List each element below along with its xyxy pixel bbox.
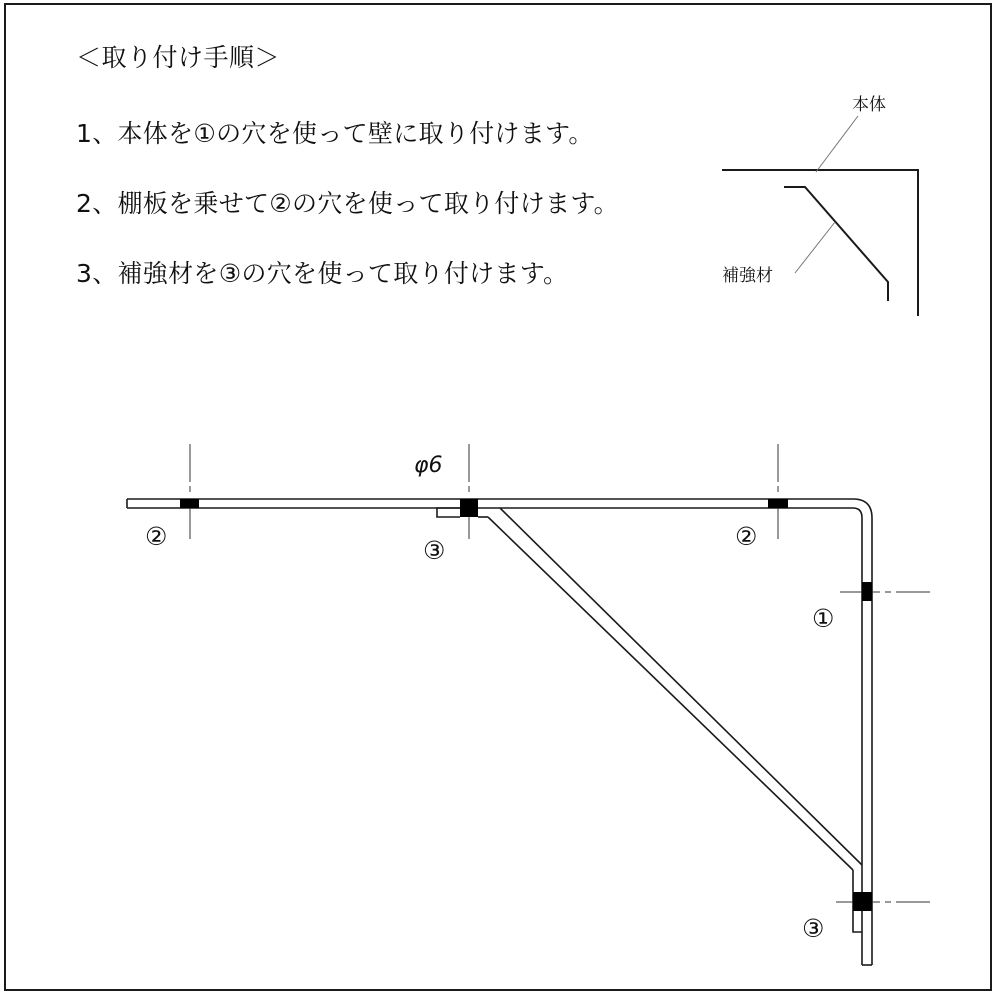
- reinforcement-brace: [437, 508, 862, 932]
- inset-brace-leader: [795, 222, 835, 273]
- hole-2-left-label: ②: [145, 522, 168, 551]
- hole-3-bottom-label: ③: [802, 914, 825, 943]
- brace-top-plate: [437, 508, 460, 517]
- hole-1-label: ①: [812, 604, 835, 633]
- hole-diameter-label: φ6: [414, 453, 443, 478]
- bracket-body: [127, 499, 872, 965]
- inset-diagram: [722, 116, 918, 316]
- hole-2-left-icon: [180, 499, 199, 508]
- page-title: ＜取り付け手順＞: [76, 43, 281, 72]
- hole-3-bottom-icon: [853, 892, 872, 911]
- inset-label-body: 本体: [852, 95, 886, 115]
- hole-2-right-label: ②: [735, 522, 758, 551]
- bracket-inner-edge: [127, 508, 862, 965]
- brace-diagonal-outer: [488, 517, 853, 870]
- hole-3-top-icon: [460, 499, 478, 517]
- brace-diagonal-inner: [500, 508, 862, 865]
- bracket-outer-edge: [127, 499, 872, 965]
- hole-1-icon: [862, 582, 872, 601]
- inset-body-leader: [816, 116, 858, 172]
- holes: [180, 499, 872, 911]
- step-3-text: 3、補強材を③の穴を使って取り付けます。: [76, 259, 569, 288]
- step-2-text: 2、棚板を乗せて②の穴を使って取り付けます。: [76, 189, 619, 218]
- centerlines: [190, 444, 930, 902]
- inset-brace-outline: [784, 187, 888, 301]
- step-1-text: 1、本体を①の穴を使って壁に取り付けます。: [76, 119, 594, 148]
- inset-label-brace: 補強材: [722, 266, 773, 286]
- hole-2-right-icon: [768, 499, 788, 508]
- hole-3-top-label: ③: [423, 536, 446, 565]
